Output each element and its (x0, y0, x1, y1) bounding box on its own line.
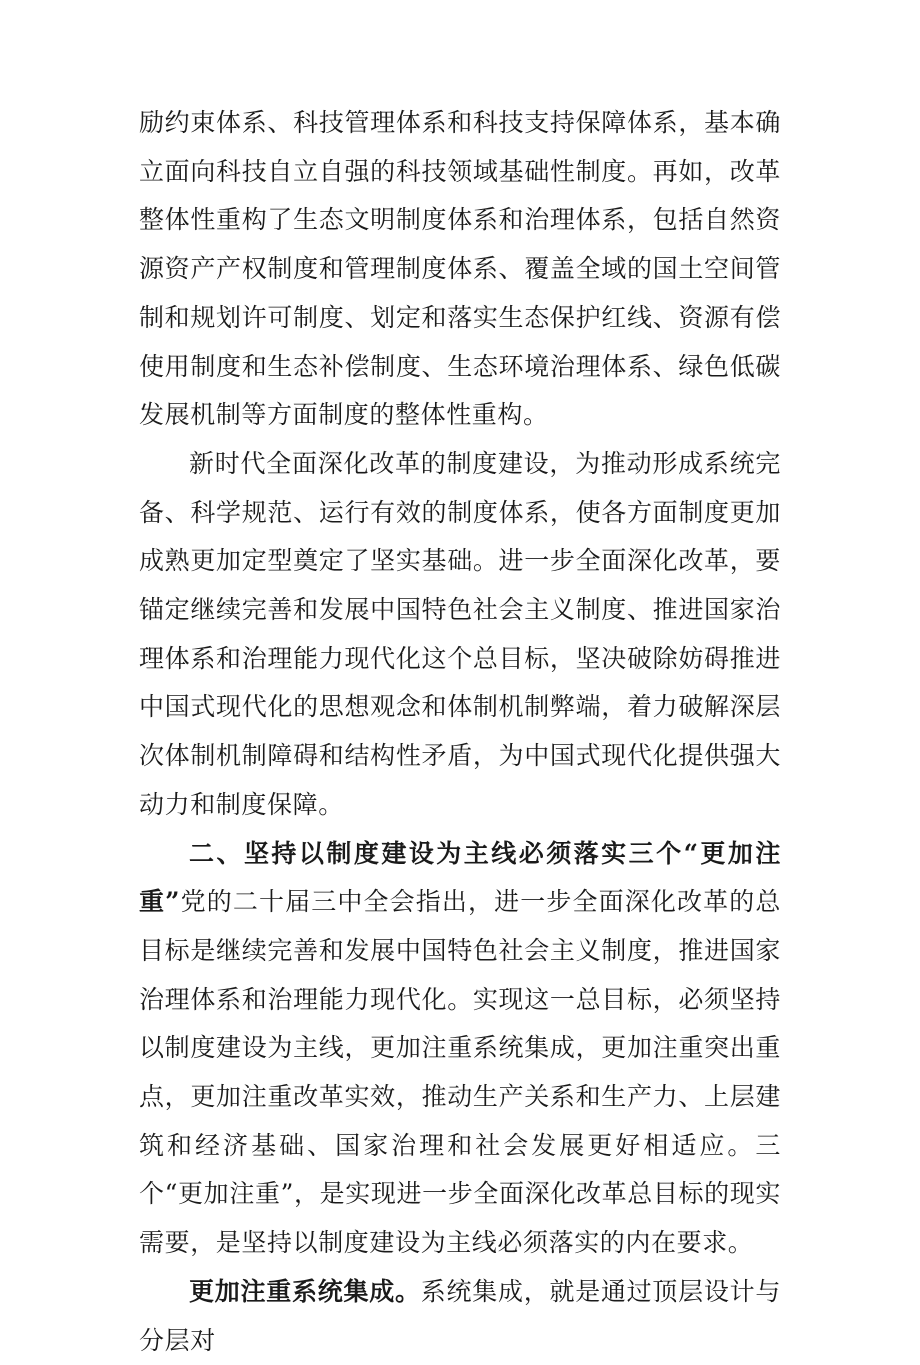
paragraph-system-integration (139, 1268, 781, 1365)
paragraph-section-two (139, 830, 781, 1268)
paragraph-text: 系统集成，就是通过顶层设计与分层对 (139, 1276, 782, 1355)
paragraph-text: 励约束体系、科技管理体系和科技支持保障体系，基本确立面向科技自立自强的科技领域基础性制度。再如，改革整体性重构了生态文明制度体系和治理体系，包括自然资源资产产权制度和管理制度体系、覆盖全域的国土空间管制和规划许可制度、划定和落实生态保护红线、资源有偿使用制度和生态补偿制度、生态环境治理体系、绿色低碳发展机制等方面制度的整体性重构。 (139, 108, 781, 430)
paragraph-text: 新时代全面深化改革的制度建设，为推动形成系统完备、科学规范、运行有效的制度体系，使各方面制度更加成熟更加定型奠定了坚实基础。进一步全面深化改革，要锚定继续完善和发展中国特色社会主义制度、推进国家治理体系和治理能力现代化这个总目标，坚决破除妨碍推进中国式现代化的思想观念和体制机制弊端，着力破解深层次体制机制障碍和结构性矛盾，为中国式现代化提供强大动力和制度保障。 (139, 448, 781, 819)
paragraph-text: 党的二十届三中全会指出，进一步全面深化改革的总目标是继续完善和发展中国特色社会主义制度，推进国家治理体系和治理能力现代化。实现这一总目标，必须坚持以制度建设为主线，更加注重系统集成，更加注重突出重点，更加注重改革实效，推动生产关系和生产力、上层建筑和经济基础、国家治理和社会发展更好相适应。三个“更加注重”，是实现进一步全面深化改革总目标的现实需要，是坚持以制度建设为主线必须落实的内在要求。 (139, 887, 781, 1258)
document-body (139, 99, 781, 1365)
subsection-heading: 更加注重系统集成。 (189, 1276, 421, 1306)
section-heading: 二、坚持以制度建设为主线必须落实三个“更加注重” (139, 838, 781, 917)
paragraph-continuation (139, 99, 781, 440)
paragraph-reform-system (139, 440, 781, 830)
